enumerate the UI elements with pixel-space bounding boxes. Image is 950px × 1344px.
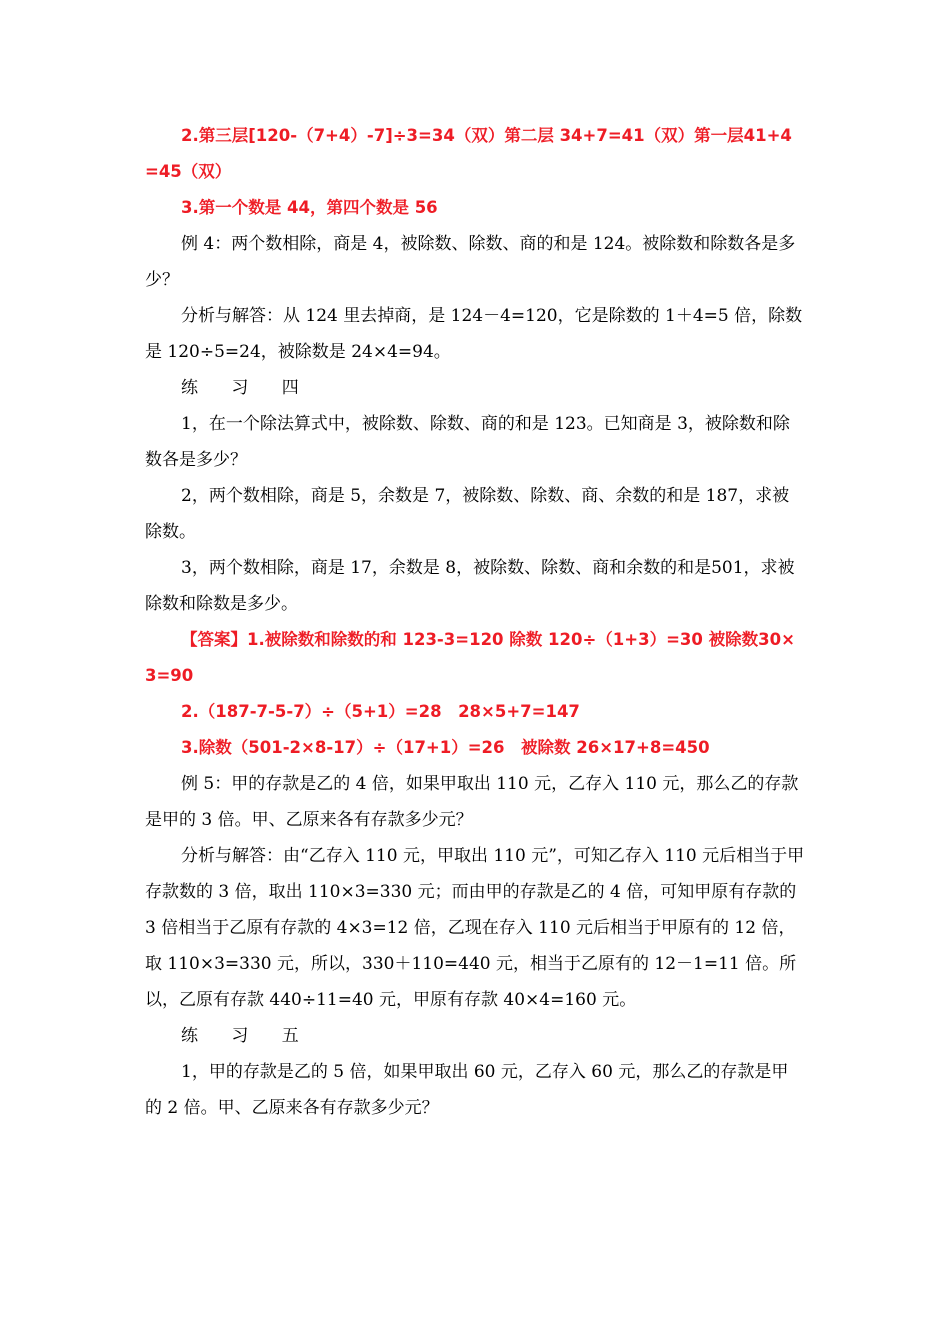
practice-4-title: 练 习 四 bbox=[181, 378, 313, 398]
practice-4-answer-1: 【答案】1.被除数和除数的和 123-3=120 除数 120÷（1+3）=30 被除数30×3=90 bbox=[145, 630, 795, 685]
example-4-question: 例 4：两个数相除，商是 4，被除数、除数、商的和是 124。被除数和除数各是多少？ bbox=[145, 234, 796, 290]
practice-5-title: 练 习 五 bbox=[181, 1026, 313, 1046]
example-5-question: 例 5：甲的存款是乙的 4 倍，如果甲取出 110 元，乙存入 110 元，那么乙的存款是甲的 3 倍。甲、乙原来各有存款多少元？ bbox=[145, 774, 799, 830]
example-4-analysis: 分析与解答：从 124 里去掉商，是 124－4=120，它是除数的 1＋4=5 倍，除数是 120÷5=24，被除数是 24×4=94。 bbox=[145, 306, 803, 362]
example-5-analysis: 分析与解答：由“乙存入 110 元，甲取出 110 元”，可知乙存入 110 元后相当于甲存款数的 3 倍，取出 110×3=330 元；而由甲的存款是乙的 4 倍，可知甲原有存款的 3 倍相当于乙原有存款的 4×3=12 倍，乙现在存入 110 元后相当于甲原有的 12 倍，取 110×3=330 元，所以，330＋110=440 元，相当于乙原有的 12－1=11 倍。所以，乙原有存款 440÷11=40 元，甲原有存款 40×4=160 元。 bbox=[145, 846, 805, 1010]
practice-4-answer-2: 2.（187-7-5-7）÷（5+1）=28 28×5+7=147 bbox=[181, 702, 580, 721]
answer-line-3: 3.第一个数是 44，第四个数是 56 bbox=[181, 198, 438, 217]
practice-5-question-1: 1，甲的存款是乙的 5 倍，如果甲取出 60 元，乙存入 60 元，那么乙的存款是甲的 2 倍。甲、乙原来各有存款多少元？ bbox=[145, 1062, 789, 1118]
answer-line-2: 2.第三层[120-（7+4）-7]÷3=34（双）第二层 34+7=41（双）第一层41+4=45（双） bbox=[145, 126, 792, 181]
document-content bbox=[145, 118, 805, 1126]
practice-4-answer-3: 3.除数（501-2×8-17）÷（17+1）=26 被除数 26×17+8=450 bbox=[181, 738, 710, 757]
practice-4-question-2: 2，两个数相除，商是 5，余数是 7，被除数、除数、商、余数的和是 187，求被除数。 bbox=[145, 486, 790, 542]
practice-4-question-3: 3，两个数相除，商是 17，余数是 8，被除数、除数、商和余数的和是501，求被除数和除数是多少。 bbox=[145, 558, 795, 614]
practice-4-question-1: 1，在一个除法算式中，被除数、除数、商的和是 123。已知商是 3，被除数和除数各是多少？ bbox=[145, 414, 790, 470]
